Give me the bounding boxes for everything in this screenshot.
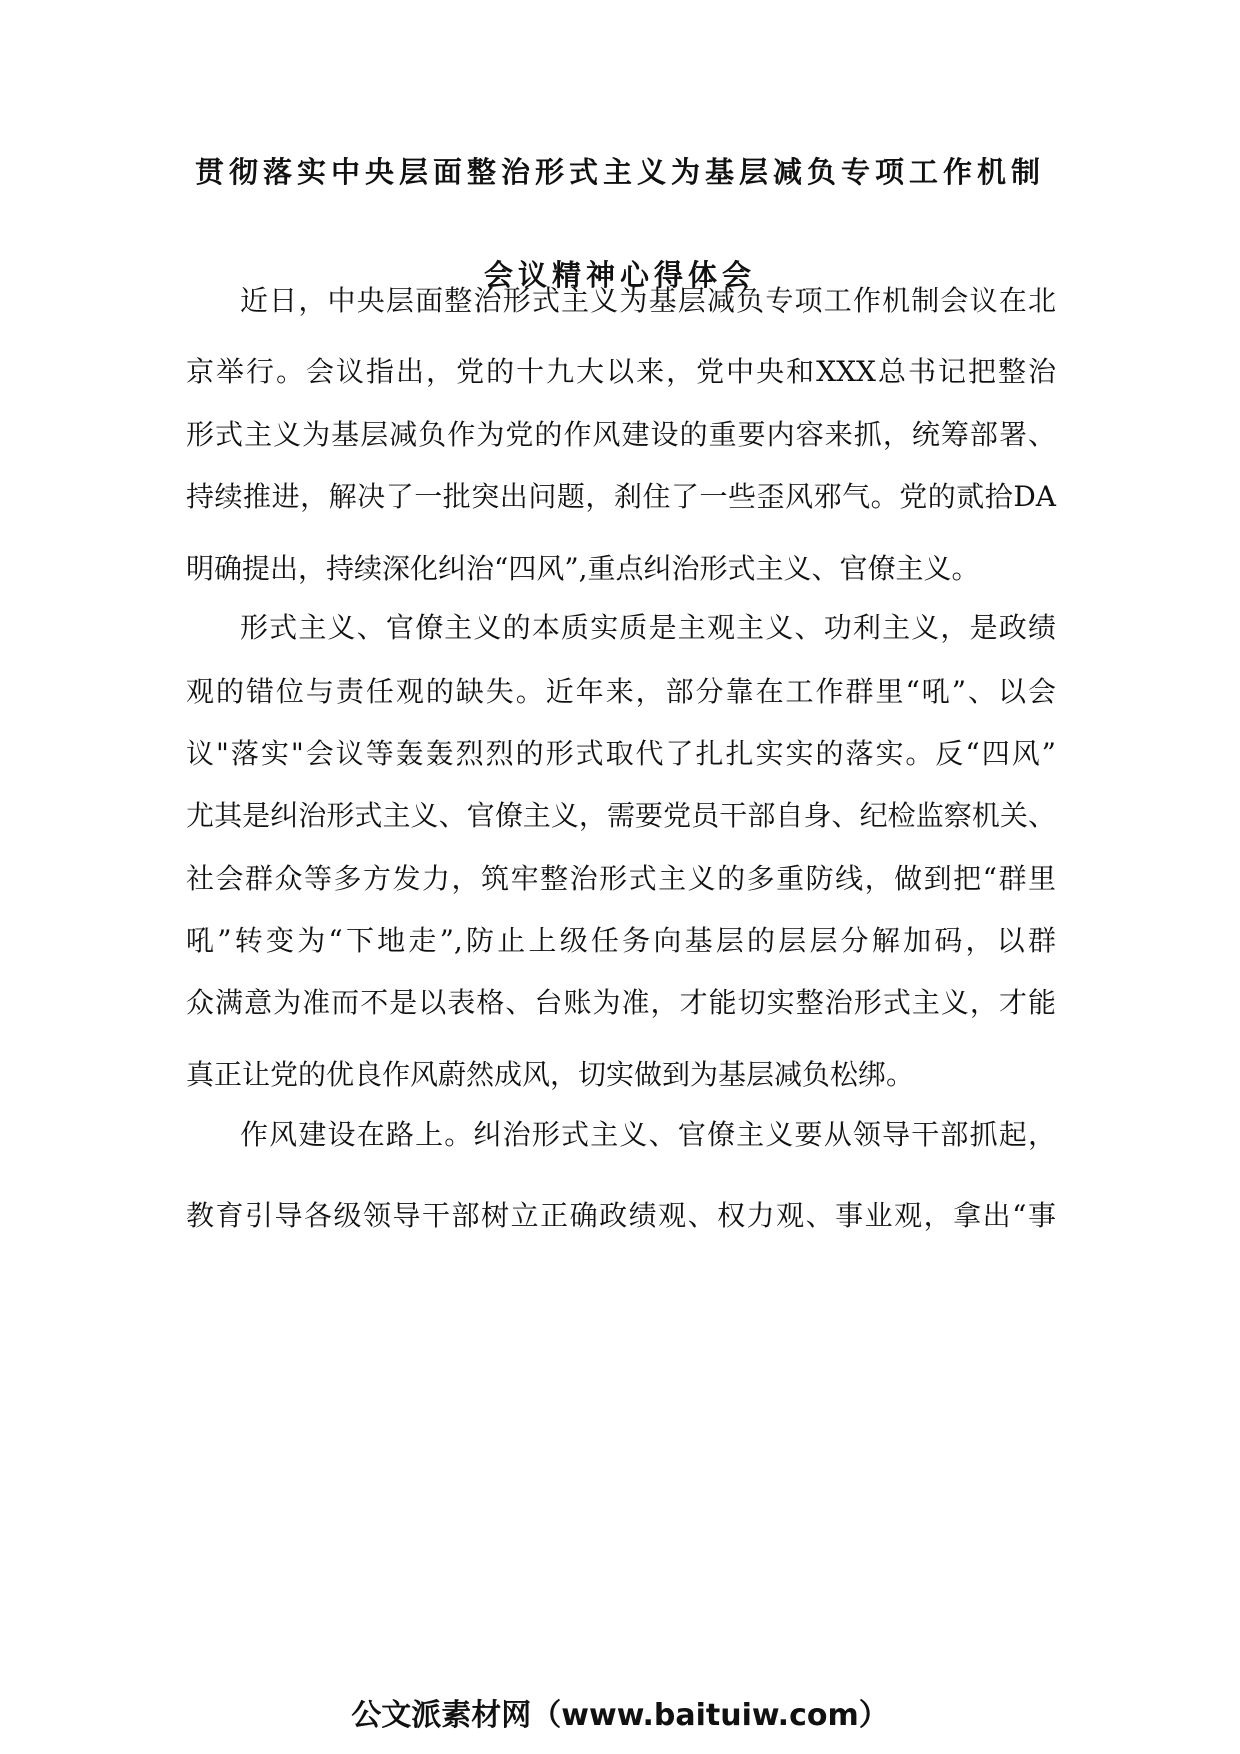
- body-line: 尤其是纠治形式主义、官僚主义，需要党员干部自身、纪检监察机关、: [186, 799, 1056, 832]
- body-line: 教育引导各级领导干部树立正确政绩观、权力观、事业观，拿出“事: [186, 1199, 1056, 1232]
- body-line: 社会群众等多方发力，筑牢整治形式主义的多重防线，做到把“群里: [186, 862, 1056, 895]
- body-line: 京举行。会议指出，党的十九大以来，党中央和XXX总书记把整治: [186, 355, 1056, 388]
- body-line: 明确提出，持续深化纠治“四风”,重点纠治形式主义、官僚主义。: [186, 552, 980, 585]
- footer-watermark: 公文派素材网（www.baituiw.com）: [351, 1698, 889, 1733]
- body-line: 真正让党的优良作风蔚然成风，切实做到为基层减负松绑。: [186, 1058, 915, 1091]
- body-line: 作风建设在路上。纠治形式主义、官僚主义要从领导干部抓起，: [240, 1118, 1056, 1151]
- body-line: 议"落实"会议等轰轰烈烈的形式取代了扎扎实实的落实。反“四风”: [186, 737, 1056, 770]
- body-line: 持续推进，解决了一批突出问题，刹住了一些歪风邪气。党的贰拾DA: [186, 480, 1056, 513]
- body-line: 形式主义为基层减负作为党的作风建设的重要内容来抓，统筹部署、: [186, 418, 1056, 451]
- title-line-2: 会议精神心得体会: [483, 258, 756, 292]
- title-line-1: 贯彻落实中央层面整治形式主义为基层减负专项工作机制: [194, 155, 1045, 189]
- body-line: 形式主义、官僚主义的本质实质是主观主义、功利主义，是政绩: [240, 611, 1056, 644]
- body-line: 观的错位与责任观的缺失。近年来，部分靠在工作群里“吼”、以会: [186, 675, 1056, 708]
- body-line: 众满意为准而不是以表格、台账为准，才能切实整治形式主义，才能: [186, 986, 1056, 1019]
- body-line: 吼”转变为“下地走”,防止上级任务向基层的层层分解加码，以群: [186, 924, 1056, 957]
- body-line: 近日，中央层面整治形式主义为基层减负专项工作机制会议在北: [240, 284, 1056, 317]
